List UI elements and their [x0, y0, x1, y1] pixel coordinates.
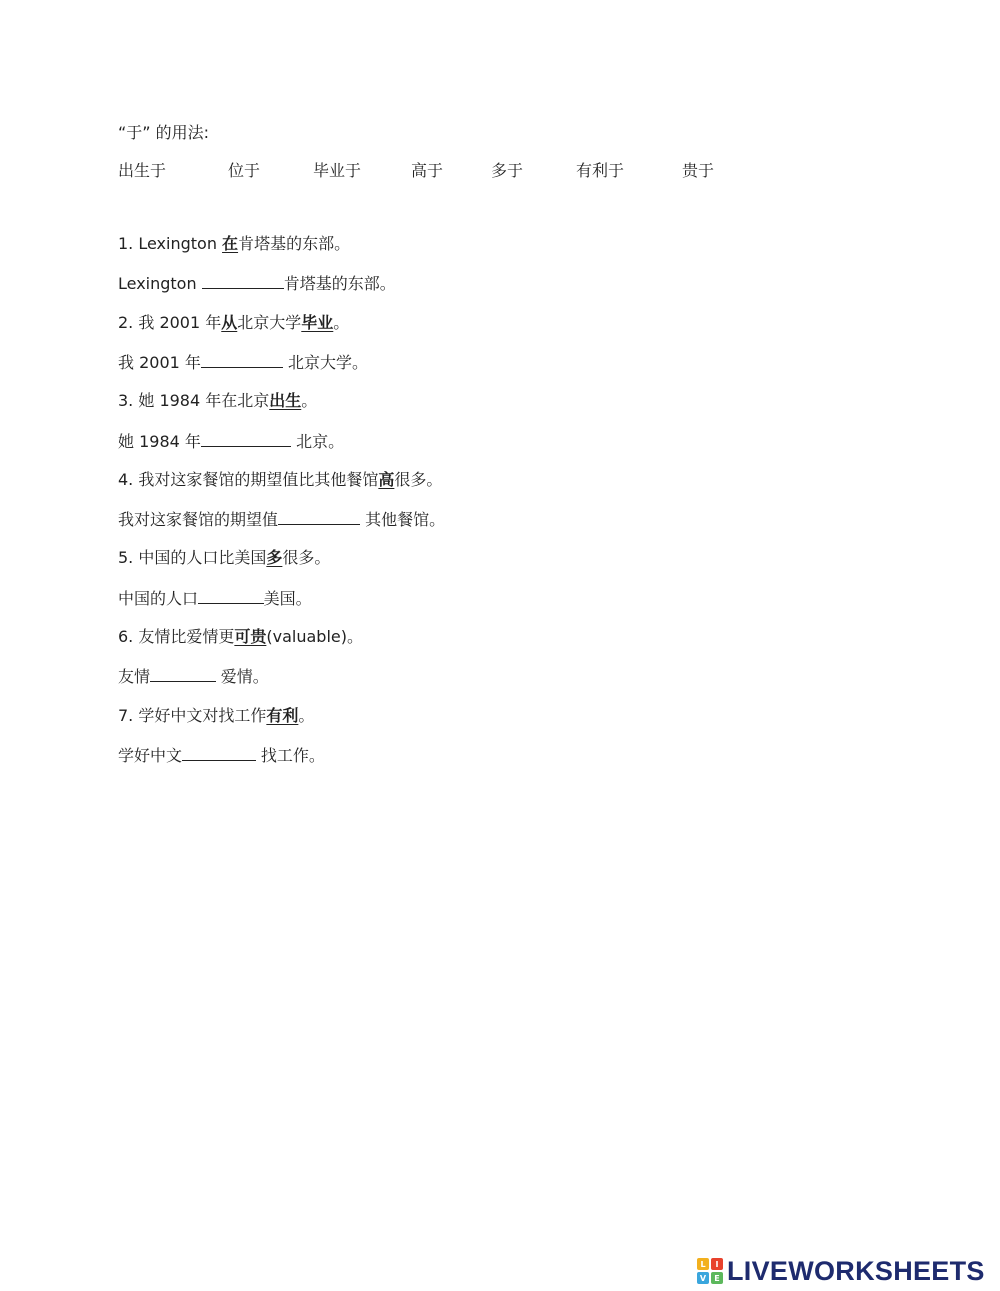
word-bank-item: 有利于	[576, 161, 625, 180]
sentence-text: 北京。	[291, 432, 345, 451]
sentence-text: 3. 她 1984 年在北京	[118, 391, 270, 410]
answer-blank[interactable]	[278, 508, 360, 525]
sentence-text: 北京大学	[237, 313, 302, 332]
answer-sentence	[118, 508, 445, 531]
highlighted-word: 从	[221, 313, 238, 332]
question-sentence	[118, 233, 350, 255]
sentence-text: 其他餐馆。	[360, 510, 446, 529]
sentence-text: 我 2001 年	[118, 353, 201, 372]
sentence-text: 中国的人口	[118, 589, 199, 608]
answer-sentence	[118, 587, 312, 610]
sentence-text: 5. 中国的人口比美国	[118, 548, 267, 567]
logo-letter: V	[697, 1272, 709, 1284]
sentence-text: 美国。	[263, 589, 312, 608]
sentence-text: 找工作。	[255, 746, 325, 765]
sentence-text: 很多。	[282, 548, 331, 567]
sentence-text: 。	[333, 313, 350, 332]
sentence-text: 6. 友情比爱情更	[118, 627, 235, 646]
answer-blank[interactable]	[201, 351, 283, 368]
answer-blank[interactable]	[202, 272, 284, 289]
logo-letter: L	[697, 1258, 709, 1270]
sentence-text: 4. 我对这家餐馆的期望值比其他餐馆	[118, 470, 379, 489]
highlighted-word: 有利	[266, 706, 299, 725]
highlighted-word: 高	[378, 470, 395, 489]
sentence-text: Lexington	[118, 274, 202, 293]
question-sentence	[118, 705, 314, 727]
answer-sentence	[118, 272, 396, 295]
page-title: “于” 的用法:	[118, 123, 210, 142]
sentence-text: 。	[298, 706, 315, 725]
sentence-text: 北京大学。	[282, 353, 368, 372]
question-sentence	[118, 547, 330, 569]
word-bank-item: 出生于	[118, 161, 167, 180]
highlighted-word: 毕业	[301, 313, 334, 332]
sentence-text: 很多。	[394, 470, 443, 489]
question-sentence	[118, 312, 349, 334]
sentence-text: 1. Lexington	[118, 234, 223, 253]
answer-blank[interactable]	[198, 587, 264, 604]
sentence-text: 2. 我 2001 年	[118, 313, 222, 332]
liveworksheets-logo	[697, 1255, 985, 1287]
answer-blank[interactable]	[150, 665, 216, 682]
word-bank-item: 贵于	[682, 161, 715, 180]
sentence-text: 我对这家餐馆的期望值	[118, 510, 279, 529]
word-bank-item: 多于	[491, 161, 524, 180]
answer-blank[interactable]	[201, 430, 291, 447]
highlighted-word: 出生	[269, 391, 302, 410]
highlighted-word: 可贵	[234, 627, 267, 646]
highlighted-word: 在	[222, 234, 239, 253]
logo-letter: I	[711, 1258, 723, 1270]
word-bank-item: 毕业于	[313, 161, 362, 180]
sentence-text: 7. 学好中文对找工作	[118, 706, 267, 725]
logo-letter: E	[711, 1272, 723, 1284]
sentence-text: 肯塔基的东部。	[238, 234, 351, 253]
sentence-text: 。	[301, 391, 318, 410]
logo-text: LIVEWORKSHEETS	[727, 1255, 985, 1286]
answer-sentence	[118, 351, 368, 374]
answer-sentence	[118, 430, 344, 453]
sentence-text: (valuable)。	[266, 627, 363, 646]
sentence-text: 友情	[118, 667, 151, 686]
liveworksheets-logo-icon	[697, 1258, 723, 1284]
answer-blank[interactable]	[182, 744, 256, 761]
question-sentence	[118, 390, 317, 412]
sentence-text: 爱情。	[215, 667, 269, 686]
word-bank-item: 高于	[411, 161, 444, 180]
word-bank	[118, 158, 818, 180]
answer-sentence	[118, 744, 325, 767]
highlighted-word: 多	[266, 548, 283, 567]
word-bank-item: 位于	[228, 161, 261, 180]
sentence-text: 她 1984 年	[118, 432, 201, 451]
sentence-text: 学好中文	[118, 746, 183, 765]
sentence-text: 肯塔基的东部。	[283, 274, 396, 293]
answer-sentence	[118, 665, 269, 688]
question-sentence	[118, 626, 363, 648]
question-sentence	[118, 469, 442, 491]
